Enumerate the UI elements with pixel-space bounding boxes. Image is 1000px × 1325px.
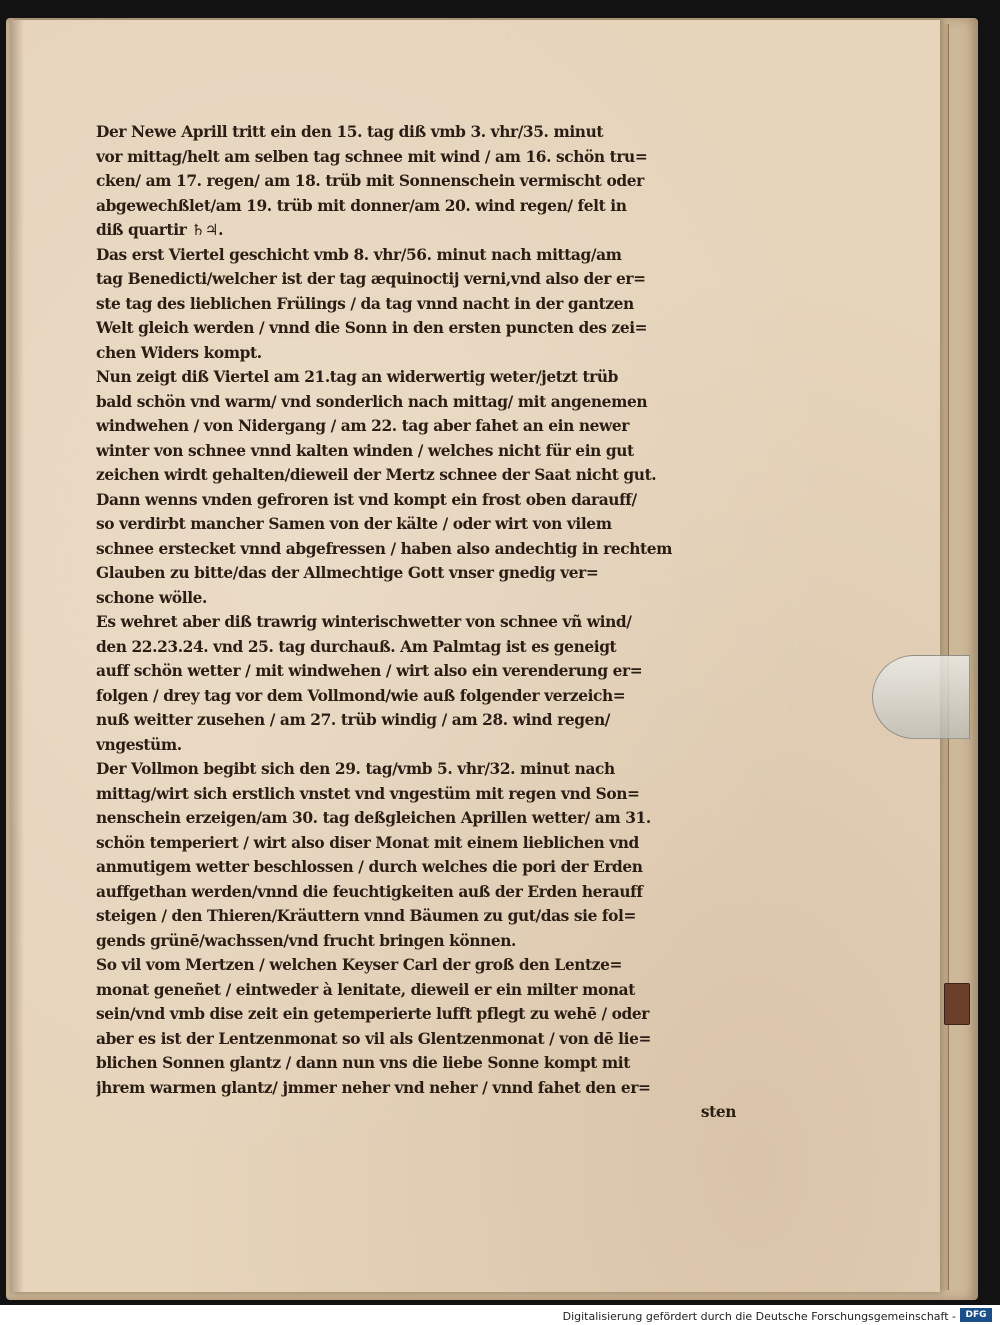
text-line: schön temperiert / wirt also diser Monat mit einem lieblichen vnd (96, 833, 639, 852)
text-line: auffgethan werden/vnnd die feuchtigkeiten auß der Erden herauff (96, 882, 643, 901)
text-line: jhrem warmen glantz/ jmmer neher vnd neher / vnnd fahet den er= (96, 1078, 651, 1097)
text-line: nenschein erzeigen/am 30. tag deßgleichen Aprillen wetter/ am 31. (96, 809, 651, 827)
text-line: bald schön vnd warm/ vnd sonderlich nach mittag/ mit angenemen (96, 392, 648, 411)
bookmark-tab (944, 983, 970, 1025)
text-line: Welt gleich werden / vnnd die Sonn in den ersten puncten des zei= (96, 319, 648, 337)
text-line: blichen Sonnen glantz / dann nun vns die liebe Sonne kompt mit (96, 1054, 630, 1072)
text-line: ste tag des lieblichen Frülings / da tag vnnd nacht in der gantzen (96, 294, 634, 313)
text-line: abgewechßlet/am 19. trüb mit donner/am 20. wind regen/ felt in (96, 196, 627, 215)
text-line: steigen / den Thieren/Kräuttern vnnd Bäumen zu gut/das sie fol= (96, 907, 636, 925)
text-line: Das erst Viertel geschicht vmb 8. vhr/56. minut nach mittag/am (96, 245, 622, 264)
text-line: Der Vollmon begibt sich den 29. tag/vmb 5. vhr/32. minut nach (96, 760, 615, 778)
text-line: sein/vnd vmb dise zeit ein getemperierte lufft pflegt zu wehē / oder (96, 1005, 649, 1023)
footer-credit: Digitalisierung gefördert durch die Deutsche Forschungsgemeinschaft - (562, 1310, 956, 1323)
page-clip (872, 655, 970, 739)
text-line: windwehen / von Nidergang / am 22. tag aber fahet an ein newer (96, 417, 629, 435)
text-line: chen Widers kompt. (96, 343, 262, 362)
text-line: nuß weitter zusehen / am 27. trüb windig / am 28. wind regen/ (96, 711, 610, 729)
text-line: tag Benedicti/welcher ist der tag æquinoctij verni,vnd also der er= (96, 270, 646, 288)
text-line: Der Newe Aprill tritt ein den 15. tag diß vmb 3. vhr/35. minut (96, 123, 604, 141)
text-line: Glauben zu bitte/das der Allmechtige Gott vnser gnedig ver= (96, 564, 599, 582)
dfg-logo: DFG (960, 1308, 992, 1322)
text-line: diß quartir ♄♃. (96, 221, 224, 239)
spine-shadow (10, 20, 24, 1292)
text-line: den 22.23.24. vnd 25. tag durchauß. Am Palmtag ist es geneigt (96, 637, 617, 656)
text-line: schone wölle. (96, 588, 207, 607)
page-text (96, 120, 736, 1125)
text-line: mittag/wirt sich erstlich vnstet vnd vngestüm mit regen vnd Son= (96, 784, 640, 803)
text-line: So vil vom Mertzen / welchen Keyser Carl der groß den Lentze= (96, 956, 622, 974)
text-line: auff schön wetter / mit windwehen / wirt also ein verenderung er= (96, 662, 643, 680)
text-line: anmutigem wetter beschlossen / durch welches die pori der Erden (96, 858, 643, 876)
text-line: zeichen wirdt gehalten/dieweil der Mertz schnee der Saat nicht gut. (96, 466, 657, 484)
text-line: folgen / drey tag vor dem Vollmond/wie auß folgender verzeich= (96, 686, 626, 705)
text-line: gends grünē/wachssen/vnd frucht bringen können. (96, 931, 516, 950)
text-line: Dann wenns vnden gefroren ist vnd kompt ein frost oben darauff/ (96, 490, 637, 509)
text-line: Es wehret aber diß trawrig winterischwetter von schnee vñ wind/ (96, 613, 632, 631)
text-line: winter von schnee vnnd kalten winden / welches nicht für ein gut (96, 441, 634, 460)
text-line: sten (700, 1103, 736, 1121)
text-line: schnee erstecket vnnd abgefressen / haben also andechtig in rechtem (96, 539, 672, 558)
text-line: vngestüm. (96, 735, 182, 754)
text-line: vor mittag/helt am selben tag schnee mit wind / am 16. schön tru= (96, 147, 648, 166)
text-line: cken/ am 17. regen/ am 18. trüb mit Sonnenschein vermischt oder (96, 172, 644, 190)
text-line: aber es ist der Lentzenmonat so vil als Glentzenmonat / von dē lie= (96, 1029, 651, 1048)
text-line: monat geneñet / eintweder à lenitate, dieweil er ein milter monat (96, 980, 635, 999)
text-line: so verdirbt mancher Samen von der kälte / oder wirt von vilem (96, 515, 612, 533)
text-line: Nun zeigt diß Viertel am 21.tag an widerwertig weter/jetzt trüb (96, 368, 619, 386)
